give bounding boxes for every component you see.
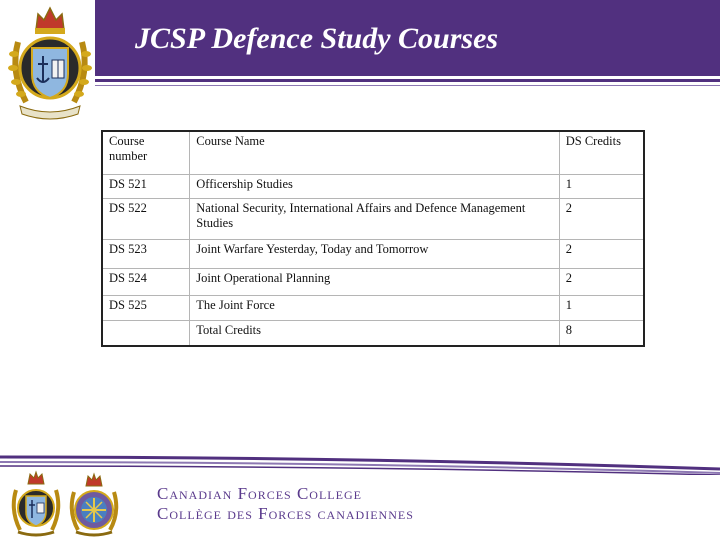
courses-table [101,130,645,347]
footer-college-name [157,484,414,524]
total-value: 8 [559,321,644,347]
header [0,0,720,92]
col-header-course-number: Course number [102,131,190,175]
course-number-cell: DS 522 [102,199,190,240]
table-header-row [102,131,644,175]
col-header-course-name: Course Name [190,131,559,175]
credits-cell: 1 [559,296,644,321]
col-header-ds-credits: DS Credits [559,131,644,175]
header-divider-thin [95,85,720,86]
course-number-cell: DS 524 [102,269,190,296]
table-row [102,199,644,240]
course-name-cell: Joint Operational Planning [190,269,559,296]
total-label: Total Credits [190,321,559,347]
course-name-cell: National Security, International Affairs and Defence Management Studies [190,199,559,240]
page-title: JCSP Defence Study Courses [135,22,499,55]
empty-cell [102,321,190,347]
college-badge-icon [8,470,64,538]
college-crest-icon [4,2,96,120]
course-number-cell: DS 525 [102,296,190,321]
credits-cell: 2 [559,199,644,240]
course-number-cell: DS 521 [102,175,190,199]
header-divider [95,79,720,82]
table-row [102,296,644,321]
total-row [102,321,644,347]
footer-line-english: Canadian Forces College [157,484,362,503]
course-name-cell: Joint Warfare Yesterday, Today and Tomorrow [190,240,559,269]
table-row [102,175,644,199]
table-row [102,269,644,296]
credits-cell: 2 [559,269,644,296]
joint-badge-icon [66,470,122,538]
table-row [102,240,644,269]
course-name-cell: The Joint Force [190,296,559,321]
credits-cell: 2 [559,240,644,269]
course-number-cell: DS 523 [102,240,190,269]
footer-line-french: Collège des Forces canadiennes [157,504,414,523]
course-name-cell: Officership Studies [190,175,559,199]
credits-cell: 1 [559,175,644,199]
